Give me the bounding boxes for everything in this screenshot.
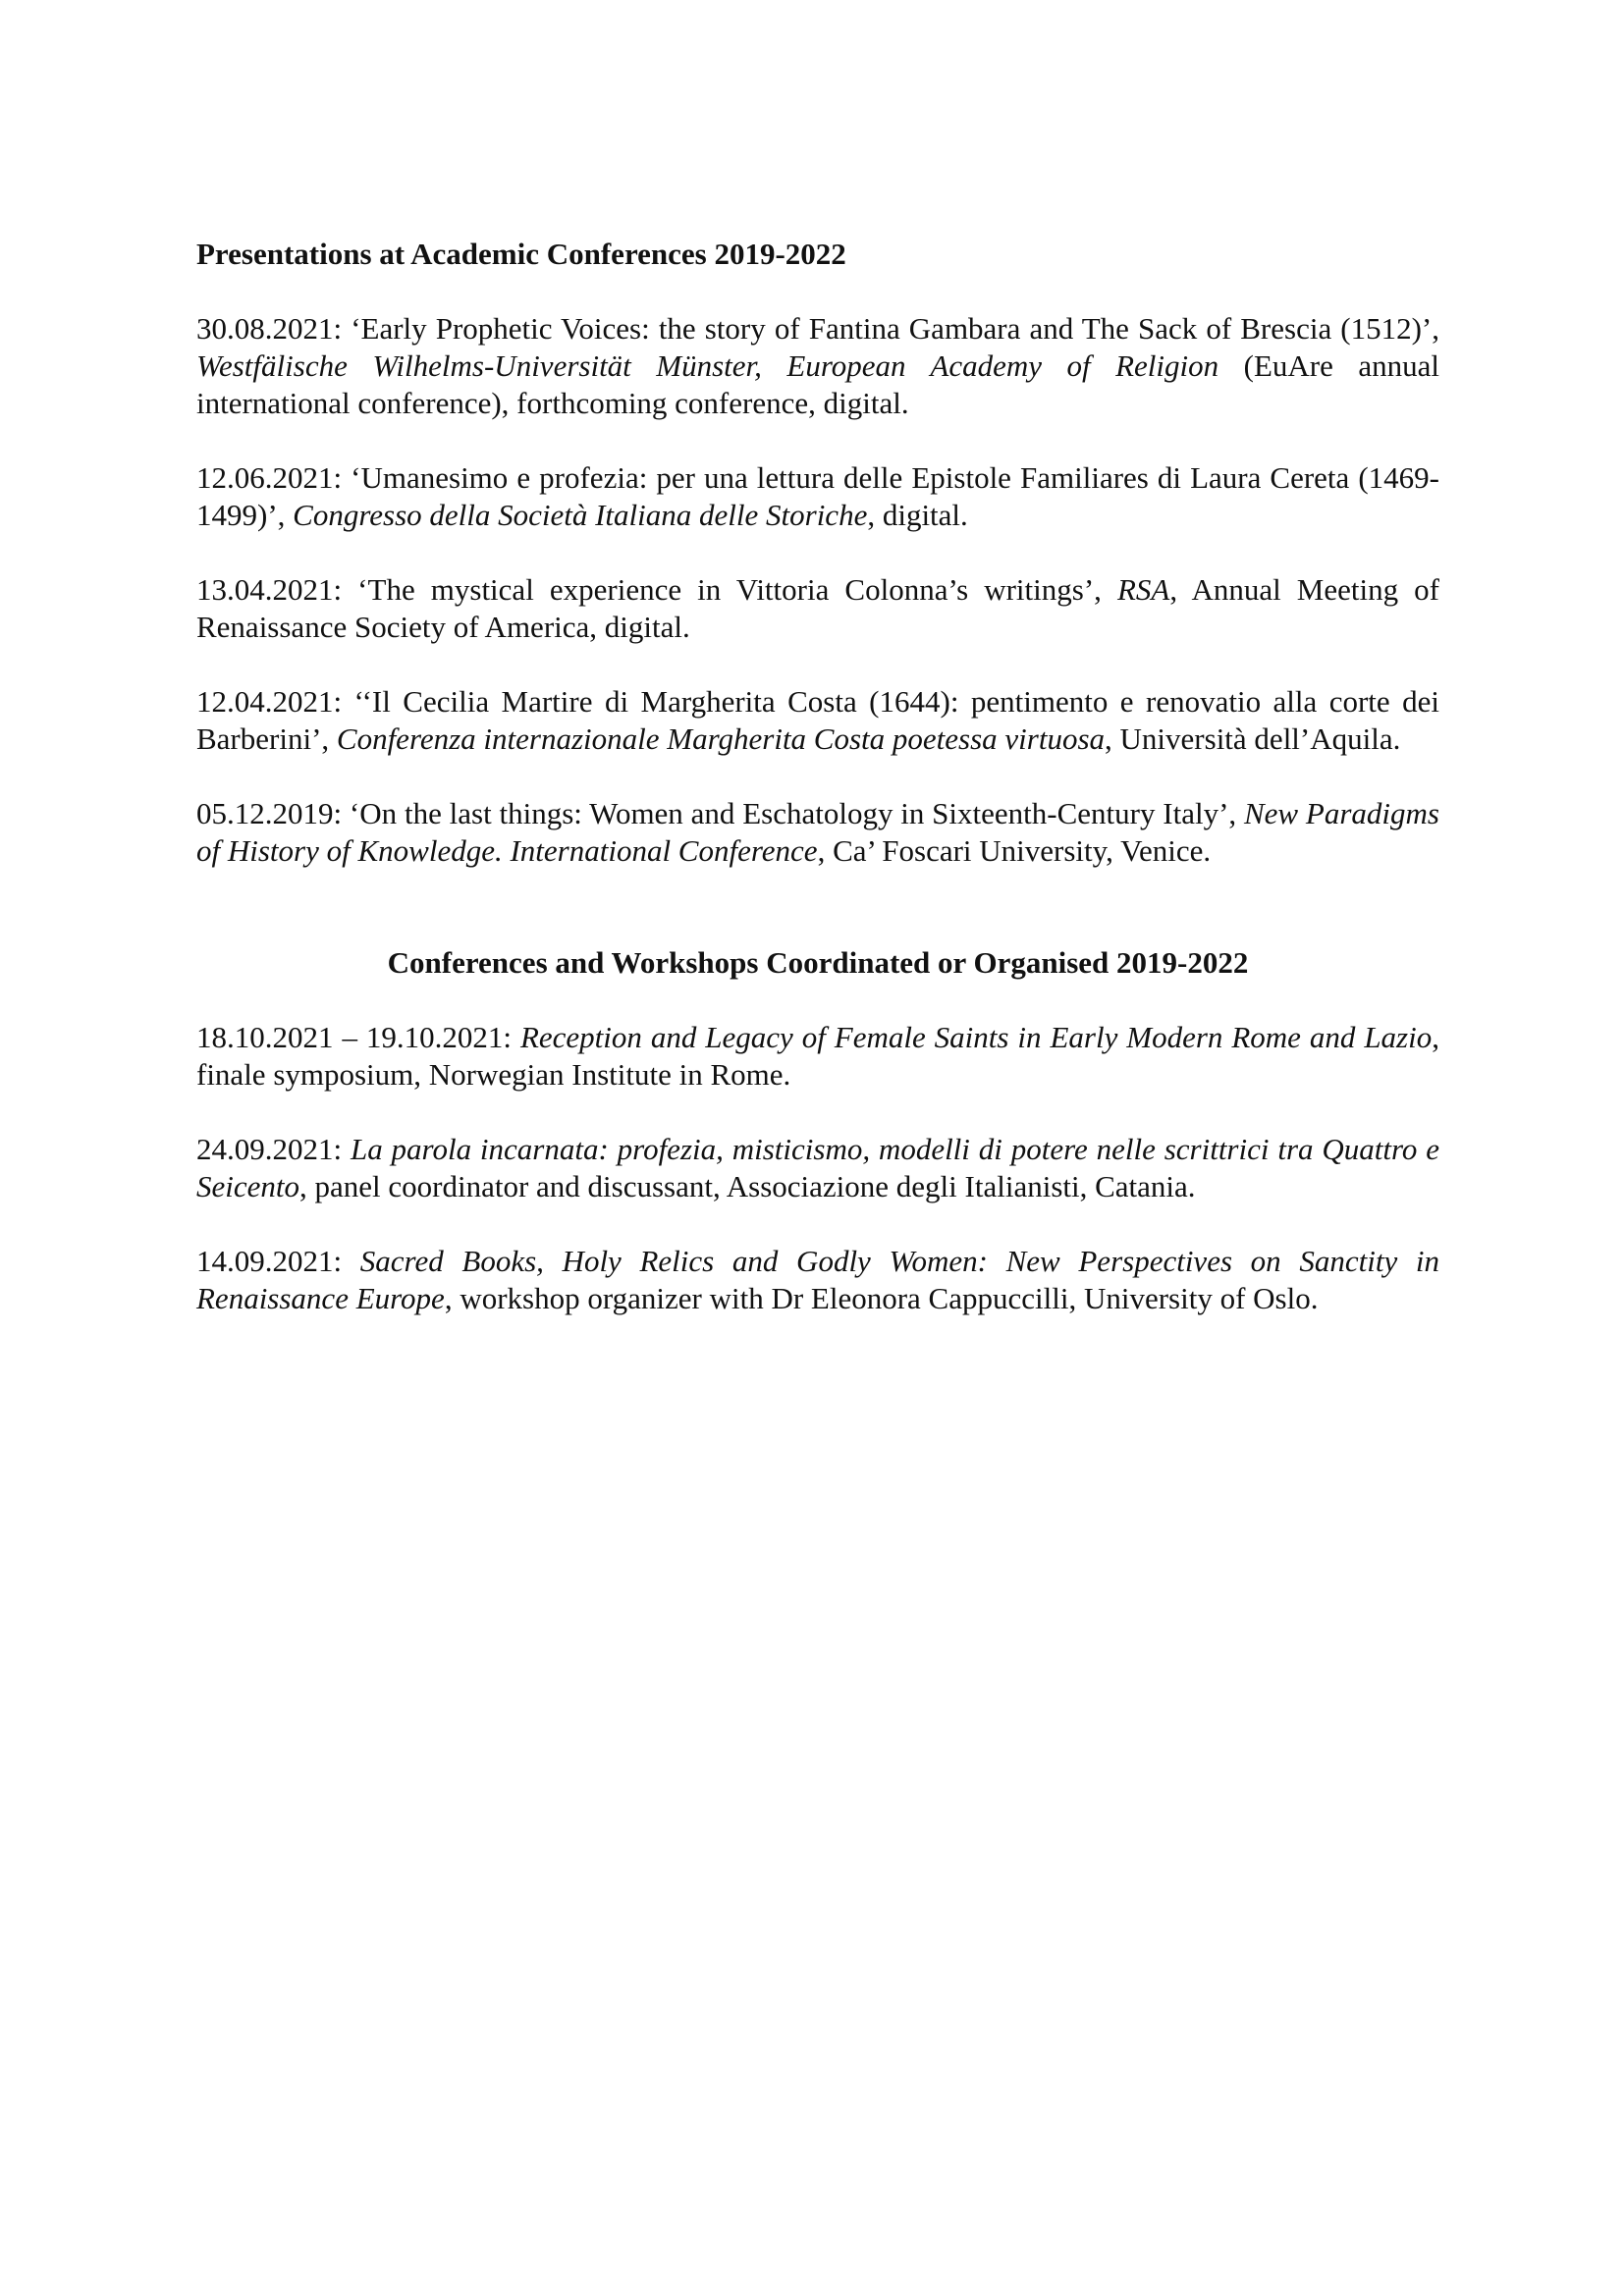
entry-text: 30.08.2021: ‘Early Prophetic Voices: the story of Fantina Gambara and The Sack of Brescia (1512)’, [196,311,1439,346]
entry-venue-italic: RSA [1116,572,1170,607]
entry-title-italic: Reception and Legacy of Female Saints in Early Modern Rome and Lazio [519,1020,1433,1054]
entry-venue-italic: Westfälische Wilhelms-Universität Münster, European Academy of Religion [196,348,1219,383]
list-item-presentation [196,310,1439,422]
list-item-presentation [196,795,1439,870]
entry-venue-italic: Congresso della Società Italiana delle Storiche [293,498,868,532]
entry-text: , digital. [867,498,968,532]
entry-text: , finale symposium, Norwegian Institute in Rome. [196,1020,1439,1092]
entry-title-italic: Sacred Books, Holy Relics and Godly Women: New Perspectives on Sanctity in Renaissance Europe [196,1244,1439,1315]
entry-text: 18.10.2021 – 19.10.2021: [196,1020,520,1054]
list-item-event [196,1131,1439,1205]
section-heading-organised: Conferences and Workshops Coordinated or Organised 2019-2022 [387,945,1249,980]
entry-text: 12.06.2021: ‘Umanesimo e profezia: per una lettura delle Epistole Familiares di Laura Cereta (1469-1499)’, [196,460,1439,532]
entry-text: 05.12.2019: ‘On the last things: Women and Eschatology in Sixteenth-Century Italy’, [196,796,1244,830]
section-organised [196,944,1439,1317]
list-item-presentation [196,459,1439,534]
section-presentations [196,236,1439,870]
list-item-event [196,1019,1439,1094]
entry-text: , workshop organizer with Dr Eleonora Cappuccilli, University of Oslo. [444,1281,1319,1315]
entry-text: , Annual Meeting of Renaissance Society of America, digital. [196,572,1439,644]
document-page [196,236,1439,1355]
entry-text: 14.09.2021: [196,1244,360,1278]
list-item-presentation [196,571,1439,646]
entry-text: (EuAre annual international conference), forthcoming conference, digital. [196,348,1439,420]
entry-title-italic: La parola incarnata: profezia, misticismo, modelli di potere nelle scrittrici tra Quattro e Seicento [196,1132,1439,1203]
entry-text: 24.09.2021: [196,1132,351,1166]
entry-venue-italic: Conferenza internazionale Margherita Costa poetessa virtuosa [336,721,1106,756]
entry-text: , Università dell’Aquila. [1105,721,1401,756]
entry-text: , panel coordinator and discussant, Associazione degli Italianisti, Catania. [299,1169,1196,1203]
list-item-presentation [196,683,1439,758]
entry-text: 12.04.2021: ‘‘Il Cecilia Martire di Margherita Costa (1644): pentimento e renovatio alla corte dei Barberini’, [196,684,1439,756]
entry-text: , Ca’ Foscari University, Venice. [817,833,1212,868]
section-heading-presentations: Presentations at Academic Conferences 2019-2022 [196,237,846,271]
entry-text: 13.04.2021: ‘The mystical experience in Vittoria Colonna’s writings’, [196,572,1117,607]
list-item-event [196,1243,1439,1317]
entry-venue-italic: New Paradigms of History of Knowledge. International Conference [196,796,1439,868]
